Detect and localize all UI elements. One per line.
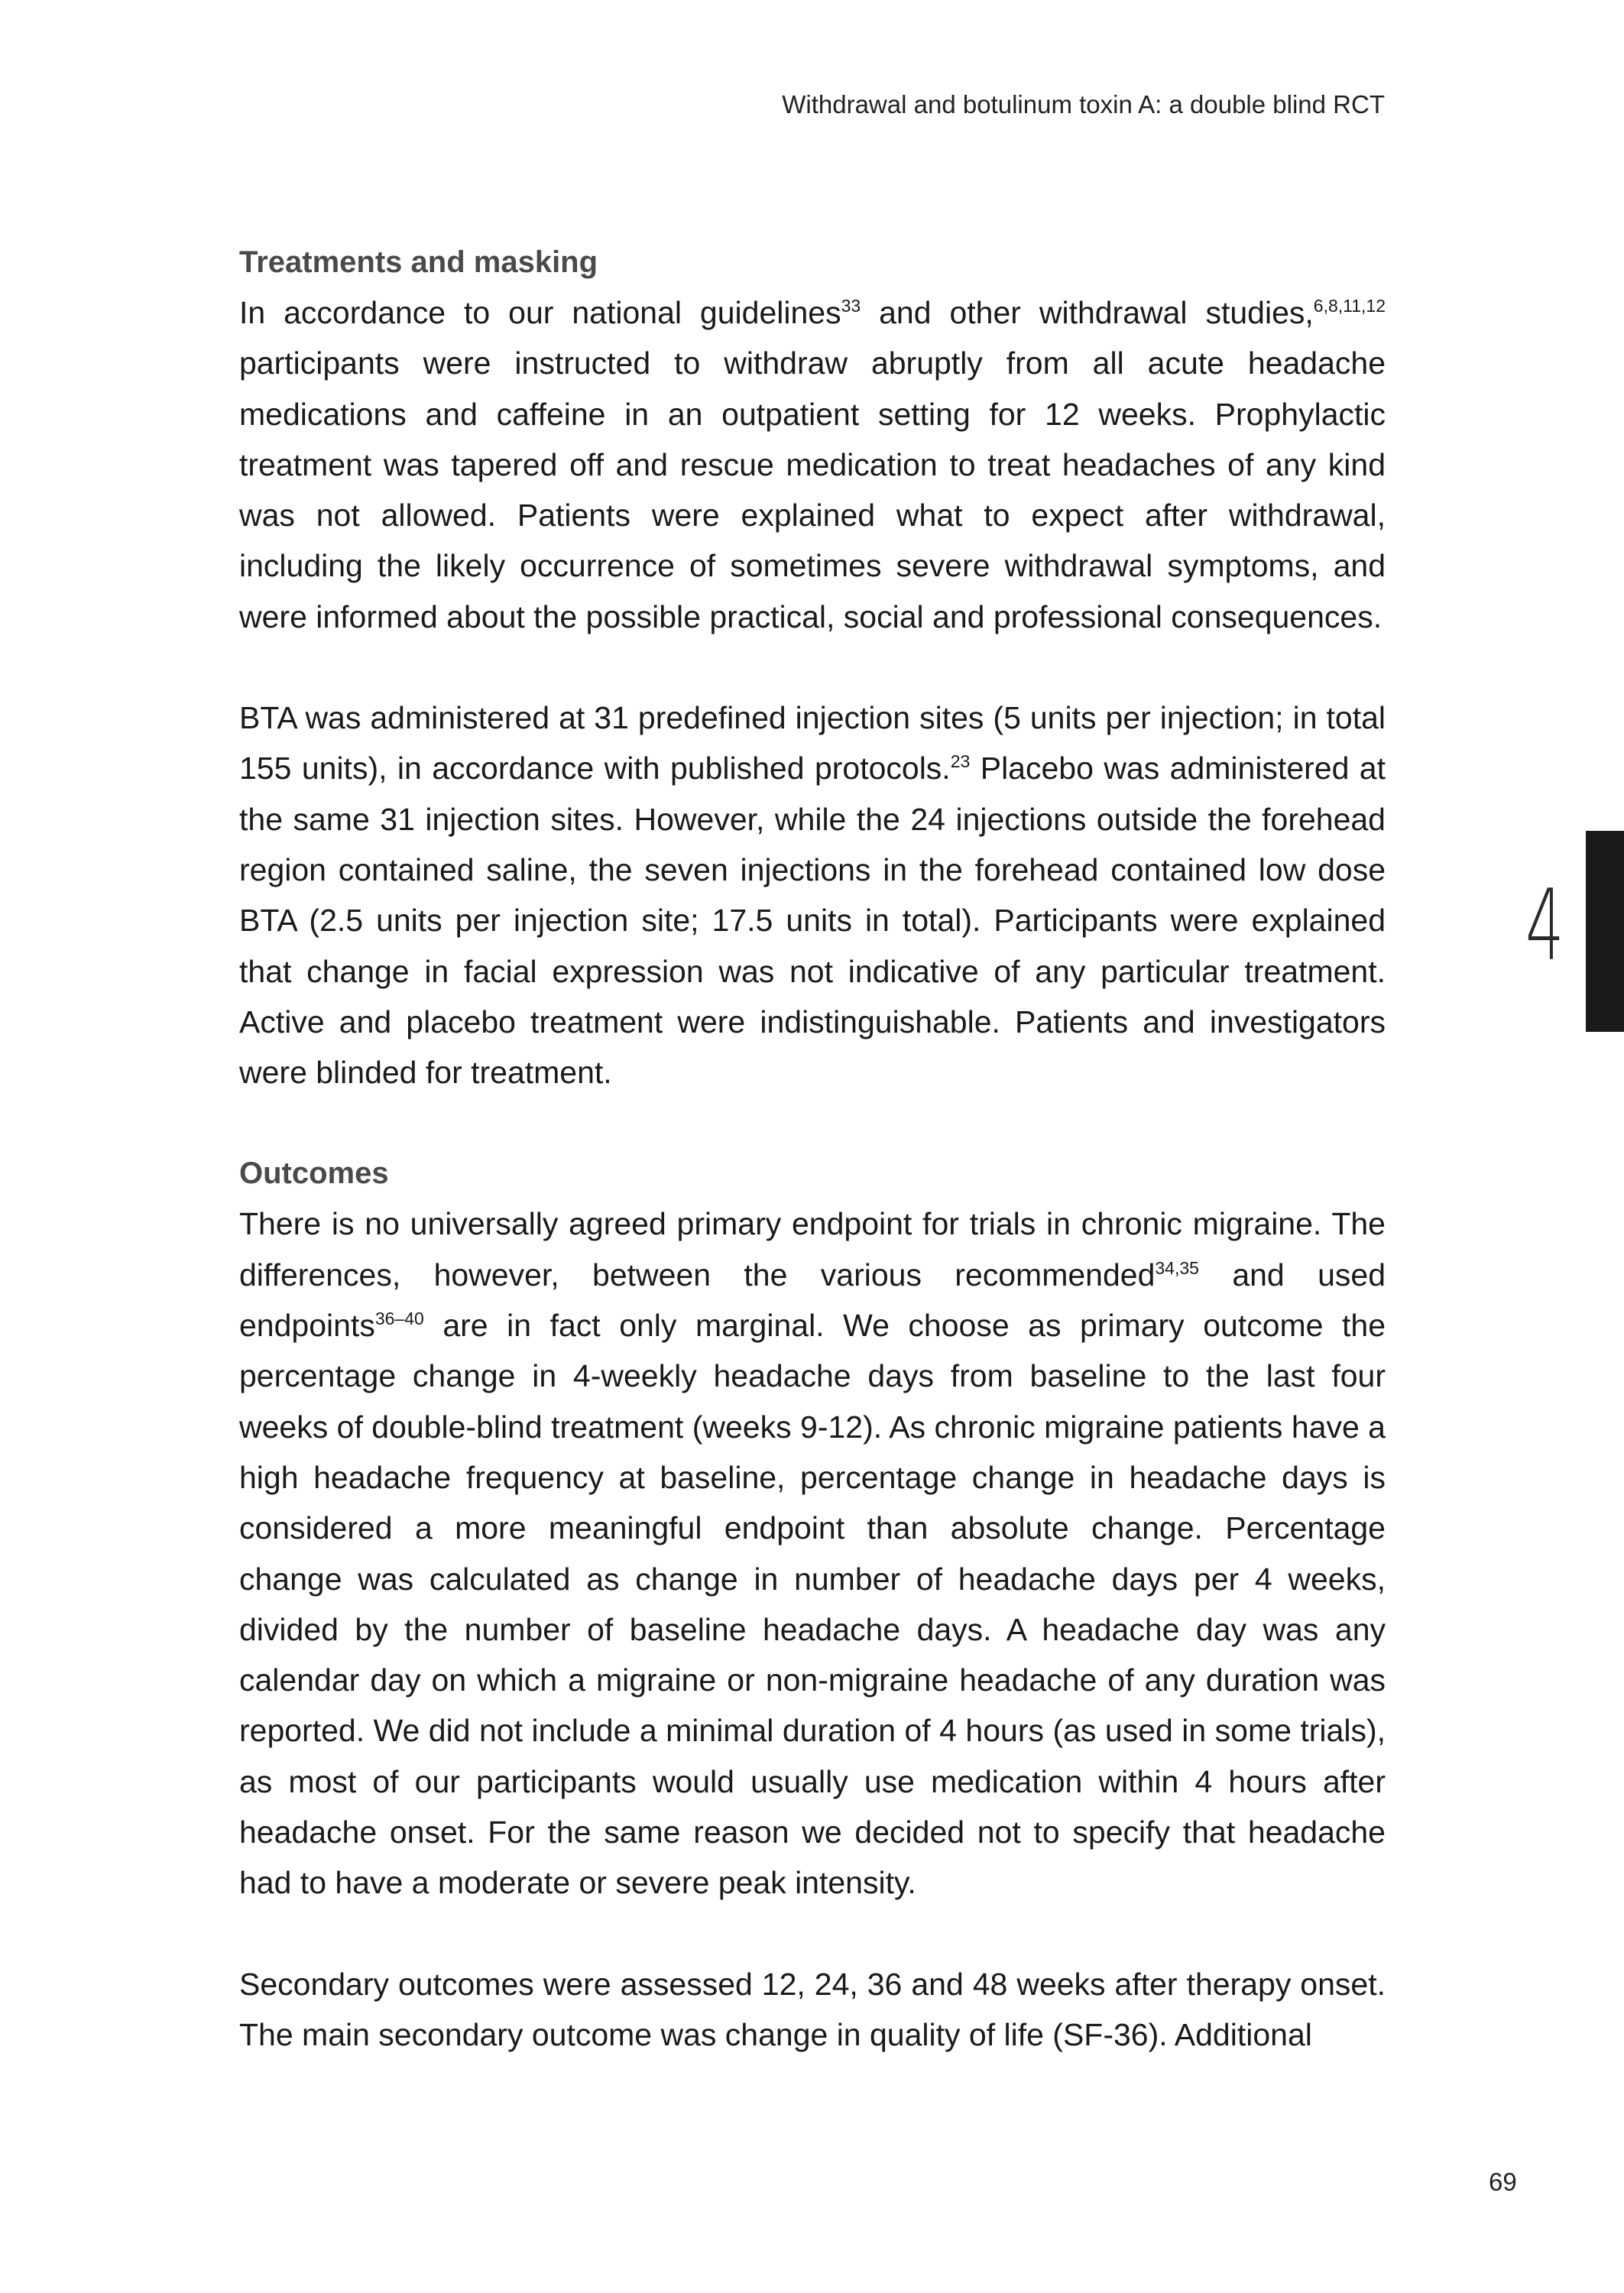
body-text: [239, 237, 1386, 2060]
chapter-tab: [1586, 831, 1624, 1032]
paragraph-gap: [239, 1098, 1386, 1148]
citation-ref: 34,35: [1155, 1257, 1199, 1278]
paragraph-treatments-1: [239, 287, 1386, 642]
chapter-number: 4: [1525, 869, 1564, 983]
paragraph-outcomes-1: [239, 1198, 1386, 1908]
section-heading-outcomes: Outcomes: [239, 1156, 389, 1191]
paragraph-gap: [239, 1909, 1386, 1959]
paragraph-gap: [239, 642, 1386, 692]
text-run: and used endpoints: [239, 1257, 1386, 1344]
text-run: are in fact only marginal. We choose as primary outcome the percentage change in 4-weekly headache days from baseline to the last four weeks of double-blind treatment (weeks 9-12). As chronic migraine patients have a high headache frequency at baseline, percentage change in headache days is considered a more meaningful endpoint than absolute change. Percentage change was calculated as change in number of headache days per 4 weeks, divided by the number of baseline headache days. A headache day was any calendar day on which a migraine or non-migraine headache of any duration was reported. We did not include a minimal duration of 4 hours (as used in some trials), as most of our participants would usually use medication within 4 hours after headache onset. For the same reason we decided not to specify that headache had to have a moderate or severe peak intensity.: [239, 1308, 1386, 1901]
running-header: Withdrawal and botulinum toxin A: a double blind RCT: [782, 90, 1385, 118]
section-heading-treatments: Treatments and masking: [239, 245, 598, 279]
paragraph-treatments-2: [239, 692, 1386, 1098]
text-run: Placebo was administered at the same 31 injection sites. However, while the 24 injections outside the forehead region contained saline, the seven injections in the forehead contained low dose BTA (2.5 units per injection site; 17.5 units in total). Participants were explained that change in facial expression was not indicative of any particular treatment. Active and placebo treatment were indistinguishable. Patients and investigators were blinded for treatment.: [239, 751, 1386, 1091]
citation-ref: 33: [841, 296, 861, 316]
citation-ref: 6,8,11,12: [1313, 296, 1386, 316]
text-run: participants were instructed to withdraw abruptly from all acute headache medications and caffeine in an outpatient setting for 12 weeks. Prophylactic treatment was tapered off and rescue medication to treat headaches of any kind was not allowed. Patients were explained what to expect after withdrawal, including the likely occurrence of sometimes severe withdrawal symptoms, and were informed about the possible practical, social and professional consequences.: [239, 345, 1386, 634]
paragraph-outcomes-2: [239, 1959, 1386, 2061]
citation-ref: 36–40: [374, 1309, 424, 1329]
page-number: 69: [1489, 2168, 1517, 2196]
text-run: and other withdrawal studies,: [861, 295, 1314, 330]
text-run: Secondary outcomes were assessed 12, 24, 36 and 48 weeks after therapy onset. The main secondary outcome was change in quality of life (SF-36). Additional: [239, 1966, 1386, 2052]
text-run: There is no universally agreed primary endpoint for trials in chronic migraine. The differences, however, between the various recommended: [239, 1206, 1386, 1292]
citation-ref: 23: [950, 751, 971, 772]
text-run: BTA was administered at 31 predefined injection sites (5 units per injection; in total 155 units), in accordance with published protocols.: [239, 700, 1386, 786]
text-run: In accordance to our national guidelines: [239, 295, 841, 330]
